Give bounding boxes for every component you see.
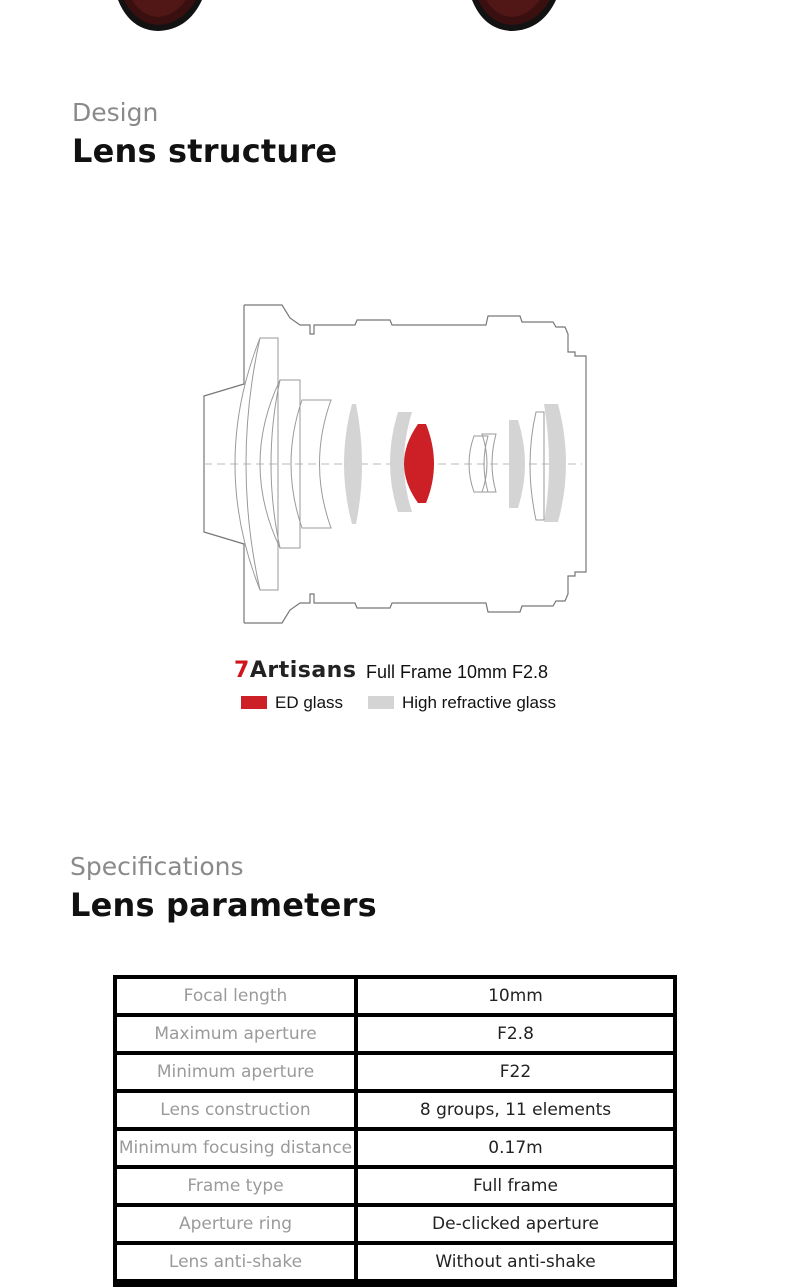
diagram-caption: Full Frame 10mm F2.8 — [366, 662, 549, 682]
spec-key: Lens anti-shake — [117, 1245, 358, 1283]
high-refractive-label: High refractive glass — [402, 693, 557, 712]
ed-glass-swatch — [241, 696, 267, 709]
lens-structure-title: Lens structure — [72, 132, 338, 170]
lens-structure-diagram — [0, 290, 790, 640]
ed-glass-label: ED glass — [275, 693, 344, 712]
spec-key: Frame type — [117, 1169, 358, 1207]
spec-key: Minimum focusing distance — [117, 1131, 358, 1169]
specifications-kicker: Specifications — [70, 852, 244, 881]
specifications-table — [113, 975, 677, 1287]
spec-value: Full frame — [358, 1169, 673, 1207]
design-kicker: Design — [72, 98, 159, 127]
spec-value: F22 — [358, 1055, 673, 1093]
table-row — [117, 1055, 673, 1093]
spec-key: Lens construction — [117, 1093, 358, 1131]
lens-photo-right — [464, 0, 564, 34]
table-row — [117, 1207, 673, 1245]
spec-value: Without anti-shake — [358, 1245, 673, 1283]
table-row — [117, 1245, 673, 1283]
spec-key: Maximum aperture — [117, 1017, 358, 1055]
spec-value: 0.17m — [358, 1131, 673, 1169]
spec-value: F2.8 — [358, 1017, 673, 1055]
table-row — [117, 1169, 673, 1207]
spec-value: 10mm — [358, 979, 673, 1017]
diagram-legend — [0, 655, 790, 725]
ed-glass-element — [404, 424, 434, 503]
brand-logo: 7Artisans — [234, 658, 357, 683]
spec-value: De-clicked aperture — [358, 1207, 673, 1245]
high-refractive-swatch — [368, 696, 394, 709]
lens-parameters-title: Lens parameters — [70, 886, 377, 924]
spec-key: Focal length — [117, 979, 358, 1017]
table-row — [117, 1131, 673, 1169]
table-row — [117, 1093, 673, 1131]
spec-key: Aperture ring — [117, 1207, 358, 1245]
spec-key: Minimum aperture — [117, 1055, 358, 1093]
lens-photo-left — [110, 0, 210, 34]
table-row — [117, 979, 673, 1017]
spec-value: 8 groups, 11 elements — [358, 1093, 673, 1131]
table-row — [117, 1017, 673, 1055]
